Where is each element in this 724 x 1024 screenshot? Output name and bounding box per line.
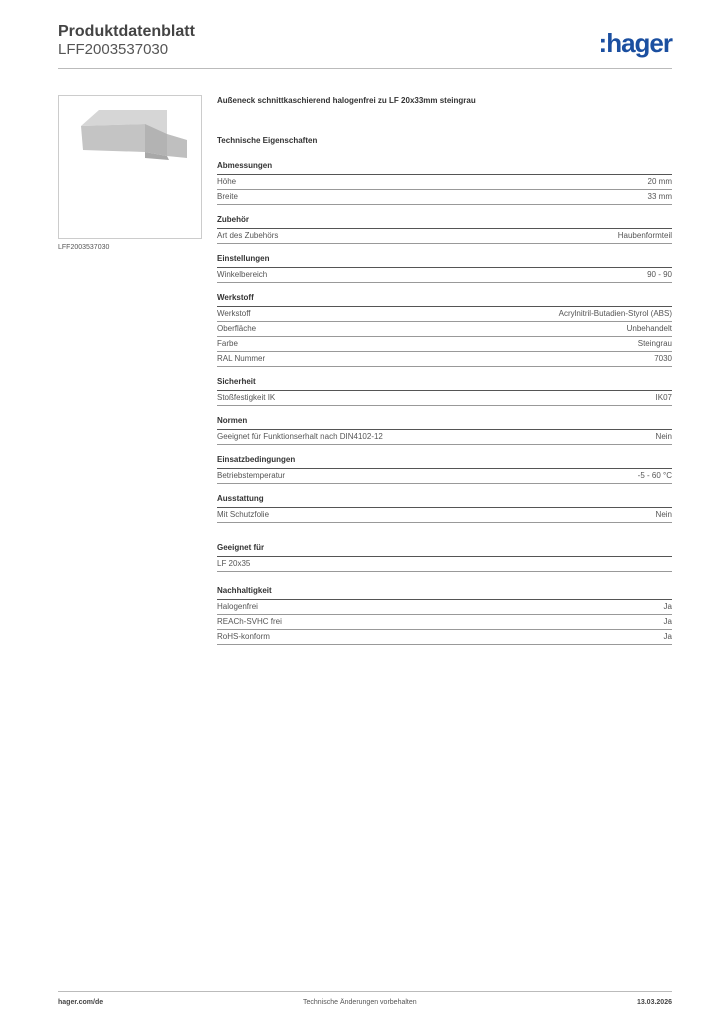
section-title: Normen xyxy=(217,416,672,430)
footer-website: hager.com/de xyxy=(58,999,104,1006)
spec-row xyxy=(217,600,672,615)
product-number: LFF2003537030 xyxy=(58,41,169,58)
spec-section xyxy=(217,494,672,523)
spec-value: 20 mm xyxy=(647,177,672,186)
spec-section xyxy=(217,586,672,645)
spec-value: Unbehandelt xyxy=(626,324,672,333)
tech-heading: Technische Eigenschaften xyxy=(217,136,318,145)
section-title: Sicherheit xyxy=(217,377,672,391)
spec-label: Höhe xyxy=(217,177,237,186)
spec-row xyxy=(217,615,672,630)
product-image xyxy=(58,95,202,239)
spec-row xyxy=(217,175,672,190)
spec-value: Ja xyxy=(663,632,672,641)
page-title: Produktdatenblatt xyxy=(58,23,195,40)
spec-section xyxy=(217,161,672,205)
spec-value: Haubenformteil xyxy=(617,231,672,240)
spec-value: 7030 xyxy=(654,354,672,363)
spec-label: Winkelbereich xyxy=(217,270,268,279)
spec-row xyxy=(217,430,672,445)
spec-section xyxy=(217,377,672,406)
spec-value: Ja xyxy=(663,617,672,626)
spec-label: LF 20x35 xyxy=(217,559,251,568)
page-header xyxy=(58,22,672,59)
spec-label: Mit Schutzfolie xyxy=(217,510,270,519)
spec-row xyxy=(217,307,672,322)
spec-value: 90 - 90 xyxy=(647,270,672,279)
spec-section xyxy=(217,293,672,367)
spec-row xyxy=(217,630,672,645)
spec-value: Nein xyxy=(655,510,672,519)
spec-label: Halogenfrei xyxy=(217,602,258,611)
spec-label: REACh-SVHC frei xyxy=(217,617,282,626)
footer-date: 13.03.2026 xyxy=(636,999,672,1006)
spec-row xyxy=(217,229,672,244)
spec-value: Steingrau xyxy=(637,339,672,348)
spec-row xyxy=(217,469,672,484)
spec-row xyxy=(217,352,672,367)
footer-divider xyxy=(58,991,672,992)
spec-label: Werkstoff xyxy=(217,309,251,318)
spec-label: RoHS-konform xyxy=(217,632,270,641)
spec-value: IK07 xyxy=(655,393,672,402)
section-title: Zubehör xyxy=(217,215,672,229)
spec-content xyxy=(217,96,672,655)
spec-row xyxy=(217,557,672,572)
product-title: Außeneck schnittkaschierend halogenfrei zu LF 20x33mm steingrau xyxy=(217,96,476,105)
spec-label: Betriebstemperatur xyxy=(217,471,286,480)
section-title: Einsatzbedingungen xyxy=(217,455,672,469)
footer-notice: Technische Änderungen vorbehalten xyxy=(303,999,417,1006)
spec-row xyxy=(217,268,672,283)
image-caption: LFF2003537030 xyxy=(58,244,110,251)
spec-section xyxy=(217,543,672,572)
spec-value: -5 - 60 °C xyxy=(637,471,672,480)
hager-logo: :hager xyxy=(598,28,672,58)
spec-value: Nein xyxy=(655,432,672,441)
section-title: Abmessungen xyxy=(217,161,672,175)
section-title: Nachhaltigkeit xyxy=(217,586,672,600)
spec-label: Oberfläche xyxy=(217,324,257,333)
spec-row xyxy=(217,322,672,337)
spec-label: Art des Zubehörs xyxy=(217,231,279,240)
spec-row xyxy=(217,190,672,205)
spec-value: Ja xyxy=(663,602,672,611)
spec-row xyxy=(217,337,672,352)
spec-label: Farbe xyxy=(217,339,238,348)
section-title: Werkstoff xyxy=(217,293,672,307)
header-divider xyxy=(58,68,672,69)
spec-value: 33 mm xyxy=(647,192,672,201)
spec-label: Stoßfestigkeit IK xyxy=(217,393,276,402)
outer-corner-product-icon xyxy=(59,96,201,238)
spec-section xyxy=(217,215,672,244)
section-title: Ausstattung xyxy=(217,494,672,508)
spec-section xyxy=(217,416,672,445)
spec-label: Geeignet für Funktionserhalt nach DIN4102-12 xyxy=(217,432,383,441)
section-title: Geeignet für xyxy=(217,543,672,557)
spec-section xyxy=(217,455,672,484)
spec-sections xyxy=(217,161,672,645)
spec-label: RAL Nummer xyxy=(217,354,266,363)
spec-value: Acrylnitril-Butadien-Styrol (ABS) xyxy=(558,309,672,318)
spec-row xyxy=(217,508,672,523)
spec-section xyxy=(217,254,672,283)
section-title: Einstellungen xyxy=(217,254,672,268)
spec-row xyxy=(217,391,672,406)
spec-label: Breite xyxy=(217,192,238,201)
